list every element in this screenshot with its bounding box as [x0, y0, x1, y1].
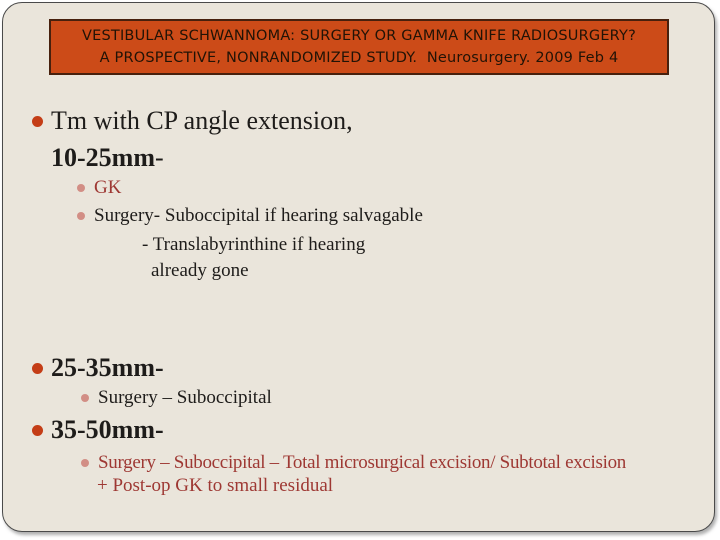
continuation-line-postop-gk — [97, 473, 333, 499]
bullet-text: 35-50mm- — [51, 415, 164, 444]
bullet-icon — [32, 363, 43, 374]
sub-bullet-icon — [81, 394, 89, 402]
continuation-text: + Post-op GK to small residual — [97, 475, 334, 496]
size-range-tail: - — [154, 143, 164, 172]
continuation-text: - Translabyrinthine if hearing — [142, 234, 366, 255]
bullet-text: Tm with CP angle extension, — [51, 106, 353, 135]
sub-bullet-item-surgery-hearing — [77, 203, 423, 229]
slide-title-line2: A PROSPECTIVE, NONRANDOMIZED STUDY. Neurosurgery. 2009 Feb 4 — [99, 50, 619, 66]
sub-bullet-text: Surgery – Suboccipital — [98, 387, 272, 408]
slide — [2, 2, 715, 532]
sub-bullet-item-surgery-suboccipital — [81, 385, 272, 411]
continuation-line-already-gone — [151, 258, 249, 284]
sub-bullet-icon — [81, 459, 89, 467]
title-box — [49, 19, 669, 75]
sub-bullet-icon — [77, 184, 85, 192]
bullet-item-size-10-25 — [51, 140, 164, 176]
bullet-item-size-35-50 — [32, 412, 164, 448]
sub-bullet-text: GK — [94, 177, 122, 198]
bullet-icon — [32, 116, 43, 127]
sub-bullet-text: Surgery- Suboccipital if hearing salvagable — [94, 205, 423, 226]
sub-bullet-icon — [77, 212, 85, 220]
bullet-text: 25-35mm- — [51, 353, 164, 382]
continuation-text: already gone — [151, 260, 249, 281]
sub-bullet-text: Surgery – Suboccipital – Total microsurgical excision/ Subtotal excision — [98, 452, 626, 473]
continuation-line-translabyrinthine — [142, 232, 365, 258]
slide-title-line1: VESTIBULAR SCHWANNOMA: SURGERY OR GAMMA KNIFE RADIOSURGERY? — [82, 28, 636, 44]
size-range-text: 10-25mm — [51, 143, 155, 172]
bullet-item-size-25-35 — [32, 350, 164, 386]
bullet-icon — [32, 425, 43, 436]
sub-bullet-item-gk — [77, 175, 121, 201]
bullet-item-tm — [32, 103, 353, 139]
